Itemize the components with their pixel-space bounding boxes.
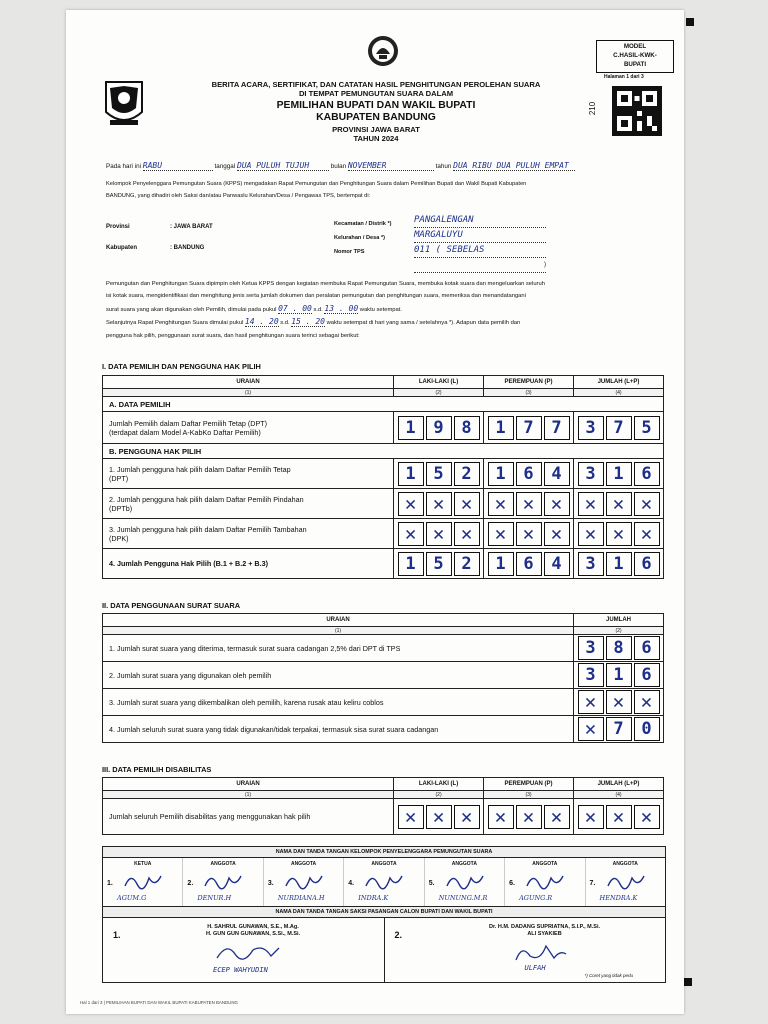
digit-box[interactable]: 3 bbox=[578, 636, 604, 660]
intro-text: Kelompok Penyelenggara Pemungutan Suara (KPPS) mengadakan Rapat Pemungutan dan Penghitungan Suara dalam Pemilihan Bupati dan Wakil Bupati Kabupaten bbox=[106, 181, 527, 187]
digit-box[interactable]: ✕ bbox=[606, 690, 632, 714]
row-text: (DPTb) bbox=[109, 503, 133, 513]
table-row bbox=[103, 689, 664, 716]
digit-box[interactable]: ✕ bbox=[454, 805, 480, 829]
kecamatan-label: Kecamatan / Distrik *) bbox=[334, 221, 392, 227]
bulan-label: bulan bbox=[330, 163, 347, 170]
paragraph-line: Selanjutnya Rapat Penghitungan Suara dimulai pukul bbox=[106, 320, 244, 327]
document-page bbox=[66, 10, 684, 1014]
digit-boxes[interactable] bbox=[574, 636, 663, 660]
signature-scribble bbox=[510, 940, 570, 964]
digit-box[interactable]: 7 bbox=[544, 416, 570, 440]
digit-boxes[interactable] bbox=[574, 552, 663, 576]
digit-box[interactable]: ✕ bbox=[426, 492, 452, 516]
digit-boxes[interactable] bbox=[394, 552, 483, 576]
digit-boxes[interactable] bbox=[394, 462, 483, 486]
tahun-label: tahun bbox=[435, 163, 452, 170]
tps-close: ) bbox=[414, 258, 546, 273]
table-row-label bbox=[103, 412, 394, 444]
digit-boxes[interactable] bbox=[484, 416, 573, 440]
table-row bbox=[103, 635, 664, 662]
col-number: (4) bbox=[574, 791, 664, 799]
col-laki: LAKI-LAKI (L) bbox=[394, 778, 484, 791]
row-text: 1. Jumlah pengguna hak pilih dalam Daftar Pemilih Tetap bbox=[109, 464, 291, 474]
member-number: 6. bbox=[509, 880, 515, 887]
digit-box[interactable]: 3 bbox=[578, 552, 604, 576]
digit-box[interactable]: 1 bbox=[606, 552, 632, 576]
digit-box[interactable]: 1 bbox=[488, 552, 514, 576]
member-number: 4. bbox=[348, 880, 355, 887]
digit-box[interactable]: 6 bbox=[634, 636, 660, 660]
digit-box[interactable]: ✕ bbox=[544, 522, 570, 546]
digit-box[interactable]: ✕ bbox=[454, 522, 480, 546]
tps-field[interactable]: 011 ( SEBELAS bbox=[414, 243, 546, 258]
digit-box[interactable]: ✕ bbox=[426, 805, 452, 829]
digit-box[interactable]: 6 bbox=[516, 462, 542, 486]
member-number: 2. bbox=[187, 880, 194, 887]
kpps-title: NAMA DAN TANDA TANGAN KELOMPOK PENYELENGGARA PEMUNGUTAN SUARA bbox=[103, 847, 665, 858]
digit-boxes[interactable] bbox=[394, 805, 483, 829]
digit-box[interactable]: ✕ bbox=[634, 522, 660, 546]
digit-box[interactable]: 4 bbox=[544, 552, 570, 576]
digit-boxes[interactable] bbox=[394, 492, 483, 516]
kabupaten-value: : BANDUNG bbox=[170, 245, 205, 251]
digit-box[interactable]: ✕ bbox=[578, 492, 604, 516]
member-role: ANGGOTA bbox=[371, 861, 397, 867]
member-role: ANGGOTA bbox=[290, 861, 317, 867]
kelurahan-field[interactable]: MARGALUYU bbox=[414, 228, 546, 243]
digit-boxes[interactable] bbox=[484, 552, 573, 576]
table-row-label: Jumlah seluruh Pemilih disabilitas yang menggunakan hak pilih bbox=[103, 799, 394, 835]
digit-box[interactable]: ✕ bbox=[488, 522, 514, 546]
kpps-signature-box bbox=[102, 846, 666, 983]
row-text: (terdapat dalam Model A-KabKo Daftar Pemilih) bbox=[109, 427, 261, 437]
table-row bbox=[103, 459, 664, 489]
digit-box[interactable]: ✕ bbox=[606, 492, 632, 516]
row-text: 4. Jumlah Pengguna Hak Pilih (B.1 + B.2 + B.3) bbox=[109, 559, 268, 568]
digit-box[interactable]: ✕ bbox=[454, 492, 480, 516]
paragraph-line: isi kotak suara, mengidentifikasi dan menghitung jenis serta jumlah dokumen dan peralatan pemungutan dan penghitungan suara, memeriksa dan menandatangani bbox=[106, 293, 526, 300]
digit-box[interactable]: 8 bbox=[606, 636, 632, 660]
kpps-members bbox=[103, 858, 665, 906]
kpps-member bbox=[264, 858, 344, 906]
member-role: ANGGOTA bbox=[210, 861, 236, 867]
saksi-signature-name: ECEP WAHYUDIN bbox=[213, 966, 268, 974]
saksi-signature-name: ULFAH bbox=[524, 964, 546, 972]
col-number: (1) bbox=[103, 791, 394, 799]
table-row-label: 4. Jumlah seluruh surat suara yang tidak digunakan/tidak terpakai, termasuk sisa surat suara cadangan bbox=[103, 716, 574, 743]
section-b-rows bbox=[103, 459, 664, 579]
digit-box[interactable]: 8 bbox=[454, 416, 480, 440]
doc-title-line6: TAHUN 2024 bbox=[353, 134, 399, 143]
digit-box[interactable]: 1 bbox=[606, 663, 632, 687]
kabupaten-bandung-logo bbox=[102, 78, 146, 130]
col-number: (2) bbox=[394, 389, 484, 397]
col-uraian: URAIAN bbox=[103, 614, 574, 627]
table-row-label bbox=[103, 519, 394, 549]
member-number: 3. bbox=[267, 880, 274, 887]
saksi-title: NAMA DAN TANDA TANGAN SAKSI PASANGAN CALON BUPATI DAN WAKIL BUPATI bbox=[103, 906, 665, 918]
signature-scribble bbox=[213, 940, 283, 964]
table-row-label: 2. Jumlah surat suara yang digunakan oleh pemilih bbox=[103, 662, 574, 689]
signature-scribble bbox=[362, 870, 406, 892]
digit-box[interactable]: 3 bbox=[578, 462, 604, 486]
page-info: Halaman 1 dari 3 bbox=[604, 74, 644, 80]
table-row-label bbox=[103, 459, 394, 489]
paragraph-line: waktu setempat. bbox=[359, 306, 402, 313]
section2-table bbox=[102, 613, 664, 743]
kpps-member bbox=[586, 858, 665, 906]
digit-box[interactable]: 5 bbox=[426, 552, 452, 576]
signature-scribble bbox=[523, 870, 567, 892]
digit-box[interactable]: ✕ bbox=[578, 717, 604, 741]
candidate-name: H. GUN GUN GUNAWAN, S.Si., M.Si. bbox=[205, 931, 301, 937]
start-time-field[interactable]: 07 . 00 bbox=[278, 303, 312, 313]
digit-boxes[interactable] bbox=[574, 462, 663, 486]
col-number: (4) bbox=[574, 389, 664, 397]
row-text: 3. Jumlah pengguna hak pilih dalam Daftar Pemilih Tambahan bbox=[109, 524, 307, 534]
member-name: NUNUNG.M.R bbox=[438, 894, 488, 902]
tahun-field[interactable]: DUA RIBU DUA PULUH EMPAT bbox=[453, 161, 575, 171]
member-number: 7. bbox=[589, 880, 596, 887]
digit-boxes[interactable] bbox=[574, 522, 663, 546]
digit-boxes[interactable] bbox=[574, 717, 663, 741]
kpps-member bbox=[344, 858, 424, 906]
digit-box[interactable]: ✕ bbox=[634, 690, 660, 714]
digit-boxes[interactable] bbox=[484, 492, 573, 516]
digit-box[interactable]: 1 bbox=[488, 462, 514, 486]
digit-box[interactable]: 6 bbox=[634, 663, 660, 687]
footer-text: Hal 1 dari 3 | PEMILIHAN BUPATI DAN WAKIL BUPATI KABUPATEN BANDUNG bbox=[80, 1000, 238, 1005]
digit-box[interactable]: 2 bbox=[454, 552, 480, 576]
table-row bbox=[103, 662, 664, 689]
digit-boxes[interactable] bbox=[484, 462, 573, 486]
kelurahan-label: Kelurahan / Desa *) bbox=[334, 235, 385, 241]
section-b-title: B. PENGGUNA HAK PILIH bbox=[103, 444, 664, 459]
model-box bbox=[596, 40, 674, 73]
digit-box[interactable]: ✕ bbox=[488, 805, 514, 829]
digit-box[interactable]: 6 bbox=[634, 462, 660, 486]
kpps-member bbox=[183, 858, 263, 906]
digit-box[interactable]: ✕ bbox=[578, 805, 604, 829]
digit-boxes[interactable] bbox=[574, 690, 663, 714]
row-text: Jumlah Pemilih dalam Daftar Pemilih Tetap (DPT) bbox=[109, 418, 268, 428]
digit-box[interactable]: ✕ bbox=[516, 522, 542, 546]
digit-box[interactable]: 1 bbox=[606, 462, 632, 486]
sd-label: s.d. bbox=[313, 306, 323, 313]
end-time-field[interactable]: 13 . 00 bbox=[324, 303, 359, 313]
digit-box[interactable]: 1 bbox=[398, 416, 424, 440]
member-role: ANGGOTA bbox=[451, 861, 477, 867]
table-row bbox=[103, 549, 664, 579]
table-row-label: 1. Jumlah surat suara yang diterima, termasuk surat suara cadangan 2,5% dari DPT di TPS bbox=[103, 635, 574, 662]
code-small: 210 bbox=[588, 101, 598, 116]
paragraph-line: surat suara yang akan digunakan oleh Pemilih, dimulai pada pukul bbox=[106, 306, 277, 313]
kecamatan-field[interactable]: PANGALENGAN bbox=[414, 213, 546, 228]
table-row-label: 3. Jumlah surat suara yang dikembalikan oleh pemilih, karena rusak atau keliru coblos bbox=[103, 689, 574, 716]
digit-box[interactable]: 4 bbox=[544, 462, 570, 486]
row-text: (DPK) bbox=[109, 533, 129, 543]
col-uraian: URAIAN bbox=[103, 778, 394, 791]
digit-box[interactable]: 7 bbox=[606, 416, 632, 440]
count-start-field[interactable]: 14 . 20 bbox=[244, 317, 279, 327]
digit-box[interactable]: ✕ bbox=[578, 522, 604, 546]
member-name: DENUR.H bbox=[197, 894, 232, 902]
digit-boxes[interactable] bbox=[484, 805, 573, 829]
digit-box[interactable]: 9 bbox=[426, 416, 452, 440]
col-perempuan: PEREMPUAN (P) bbox=[484, 778, 574, 791]
col-perempuan: PEREMPUAN (P) bbox=[484, 376, 574, 389]
member-role: ANGGOTA bbox=[612, 861, 638, 867]
saksi-cell bbox=[103, 918, 385, 982]
section2-rows bbox=[103, 635, 664, 743]
table-row bbox=[103, 489, 664, 519]
signature-scribble bbox=[282, 870, 326, 892]
table-row-label bbox=[103, 549, 394, 579]
section2-title: II. DATA PENGGUNAAN SURAT SUARA bbox=[102, 601, 241, 610]
digit-box[interactable]: 1 bbox=[488, 416, 514, 440]
tanggal-field[interactable]: DUA PULUH TUJUH bbox=[237, 161, 329, 171]
doc-title-line5: PROVINSI JAWA BARAT bbox=[332, 125, 420, 134]
digit-box[interactable]: ✕ bbox=[544, 492, 570, 516]
digit-box[interactable]: ✕ bbox=[544, 805, 570, 829]
provinsi-value: : JAWA BARAT bbox=[170, 224, 213, 230]
digit-boxes[interactable] bbox=[394, 416, 483, 440]
date-label: Pada hari ini bbox=[106, 163, 142, 170]
digit-box[interactable]: 5 bbox=[634, 416, 660, 440]
bulan-field[interactable]: NOVEMBER bbox=[348, 161, 434, 171]
digit-box[interactable]: ✕ bbox=[578, 690, 604, 714]
member-name: AGUNG.R bbox=[519, 894, 553, 902]
digit-box[interactable]: 5 bbox=[426, 462, 452, 486]
col-jumlah: JUMLAH (L+P) bbox=[574, 376, 664, 389]
doc-title-line1: BERITA ACARA, SERTIFIKAT, DAN CATATAN HASIL PENGHITUNGAN PEROLEHAN SUARA bbox=[211, 80, 541, 89]
col-number: (3) bbox=[484, 791, 574, 799]
col-laki: LAKI-LAKI (L) bbox=[394, 376, 484, 389]
digit-box[interactable]: 3 bbox=[578, 416, 604, 440]
digit-box[interactable]: ✕ bbox=[606, 522, 632, 546]
digit-box[interactable]: 0 bbox=[634, 717, 660, 741]
digit-box[interactable]: 6 bbox=[634, 552, 660, 576]
member-name: HENDRA.K bbox=[599, 894, 638, 902]
count-end-field[interactable]: 15 . 20 bbox=[291, 317, 325, 327]
candidate-name: Dr. H.M. DADANG SUPRIATNA, S.I.P., M.Si. bbox=[488, 924, 601, 930]
table-row bbox=[103, 519, 664, 549]
section1-title: I. DATA PEMILIH DAN PENGGUNA HAK PILIH bbox=[102, 362, 261, 371]
doc-title-line4: KABUPATEN BANDUNG bbox=[316, 112, 436, 123]
model-box-line: C.HASIL-KWK- bbox=[613, 52, 657, 59]
digit-boxes[interactable] bbox=[484, 522, 573, 546]
col-uraian: URAIAN bbox=[103, 376, 394, 389]
digit-box[interactable]: ✕ bbox=[606, 805, 632, 829]
saksi-number: 1. bbox=[113, 930, 121, 940]
paragraph-line: pengguna hak pilih, penggunaan surat suara, dan hasil penghitungan suara terinci sebagai berikut: bbox=[106, 332, 360, 339]
digit-box[interactable]: 6 bbox=[516, 552, 542, 576]
qr-code bbox=[612, 86, 662, 136]
sd-label: s.d. bbox=[280, 320, 290, 327]
section-a-title: A. DATA PEMILIH bbox=[103, 397, 664, 412]
col-number: (2) bbox=[394, 791, 484, 799]
table-row bbox=[103, 716, 664, 743]
col-number: (2) bbox=[574, 627, 664, 635]
kpps-member bbox=[505, 858, 585, 906]
digit-box[interactable]: ✕ bbox=[398, 805, 424, 829]
digit-box[interactable]: ✕ bbox=[426, 522, 452, 546]
col-jumlah: JUMLAH bbox=[574, 614, 664, 627]
member-role: ANGGOTA bbox=[532, 861, 558, 867]
member-name: AGUM.G bbox=[117, 894, 147, 902]
saksi-cell bbox=[385, 918, 666, 982]
digit-box[interactable]: ✕ bbox=[398, 522, 424, 546]
signature-scribble bbox=[201, 870, 245, 892]
registration-mark bbox=[684, 978, 692, 986]
digit-box[interactable]: ✕ bbox=[516, 492, 542, 516]
hari-field[interactable]: RABU bbox=[143, 161, 213, 171]
digit-box[interactable]: ✕ bbox=[516, 805, 542, 829]
saksi-row bbox=[103, 918, 665, 982]
member-name: INDRA.K bbox=[358, 894, 389, 902]
kpps-member bbox=[103, 858, 183, 906]
digit-boxes[interactable] bbox=[574, 805, 663, 829]
paragraph-line: Pemungutan dan Penghitungan Suara dipimpin oleh Ketua KPPS dengan kegiatan membuka Rapat Pemungutan Suara, membuka kotak suara dan mengeluarkan seluruh bbox=[106, 281, 545, 287]
digit-box[interactable]: 2 bbox=[454, 462, 480, 486]
kabupaten-label: Kabupaten bbox=[106, 245, 138, 251]
member-number: 5. bbox=[428, 880, 435, 887]
signature-scribble bbox=[604, 870, 648, 892]
registration-mark bbox=[686, 18, 694, 26]
digit-boxes[interactable] bbox=[574, 416, 663, 440]
digit-box[interactable]: 1 bbox=[398, 462, 424, 486]
provinsi-label: Provinsi bbox=[106, 224, 130, 230]
section3-table bbox=[102, 777, 664, 835]
footnote: *) Coret yang tidak perlu bbox=[584, 973, 634, 978]
kpu-logo bbox=[366, 34, 400, 68]
col-number: (1) bbox=[103, 389, 394, 397]
digit-box[interactable]: ✕ bbox=[634, 805, 660, 829]
digit-boxes[interactable] bbox=[574, 663, 663, 687]
row-text: (DPT) bbox=[109, 473, 129, 483]
member-number: 1. bbox=[107, 880, 113, 887]
digit-boxes[interactable] bbox=[394, 522, 483, 546]
tps-label: Nomor TPS bbox=[334, 249, 365, 255]
digit-box[interactable]: 7 bbox=[516, 416, 542, 440]
signature-scribble bbox=[443, 870, 487, 892]
col-number: (3) bbox=[484, 389, 574, 397]
row-text: 2. Jumlah pengguna hak pilih dalam Daftar Pemilih Pindahan bbox=[109, 494, 304, 504]
intro-text: BANDUNG, yang dihadiri oleh Saksi dan/atau Panwaslu Kelurahan/Desa / Pengawas TPS, bertempat di: bbox=[106, 193, 371, 199]
digit-box[interactable]: 3 bbox=[578, 663, 604, 687]
saksi-number: 2. bbox=[394, 930, 403, 940]
paragraph-line: waktu setempat di hari yang sama / setelahnya *). Adapun data pemilih dan bbox=[326, 320, 521, 327]
digit-box[interactable]: ✕ bbox=[398, 492, 424, 516]
tanggal-label: tanggal bbox=[214, 163, 236, 170]
table-row-label bbox=[103, 489, 394, 519]
section1-table bbox=[102, 375, 664, 579]
digit-box[interactable]: ✕ bbox=[634, 492, 660, 516]
digit-box[interactable]: ✕ bbox=[488, 492, 514, 516]
col-jumlah: JUMLAH (L+P) bbox=[574, 778, 664, 791]
doc-title-line2: DI TEMPAT PEMUNGUTAN SUARA DALAM bbox=[298, 89, 454, 98]
col-number: (1) bbox=[103, 627, 574, 635]
digit-box[interactable]: 1 bbox=[398, 552, 424, 576]
model-box-line: BUPATI bbox=[623, 61, 647, 68]
digit-boxes[interactable] bbox=[574, 492, 663, 516]
kpps-member bbox=[425, 858, 505, 906]
doc-title-line3: PEMILIHAN BUPATI DAN WAKIL BUPATI bbox=[276, 100, 476, 111]
model-box-line: MODEL bbox=[623, 43, 647, 50]
digit-box[interactable]: 7 bbox=[606, 717, 632, 741]
signature-scribble bbox=[121, 870, 165, 892]
section3-title: III. DATA PEMILIH DISABILITAS bbox=[102, 765, 212, 774]
candidate-name: ALI SYAKIEB bbox=[527, 931, 562, 937]
candidate-name: H. SAHRUL GUNAWAN, S.E., M.Ag. bbox=[207, 924, 299, 930]
member-role: KETUA bbox=[134, 861, 152, 867]
member-name: NURDIANA.H bbox=[277, 894, 325, 902]
